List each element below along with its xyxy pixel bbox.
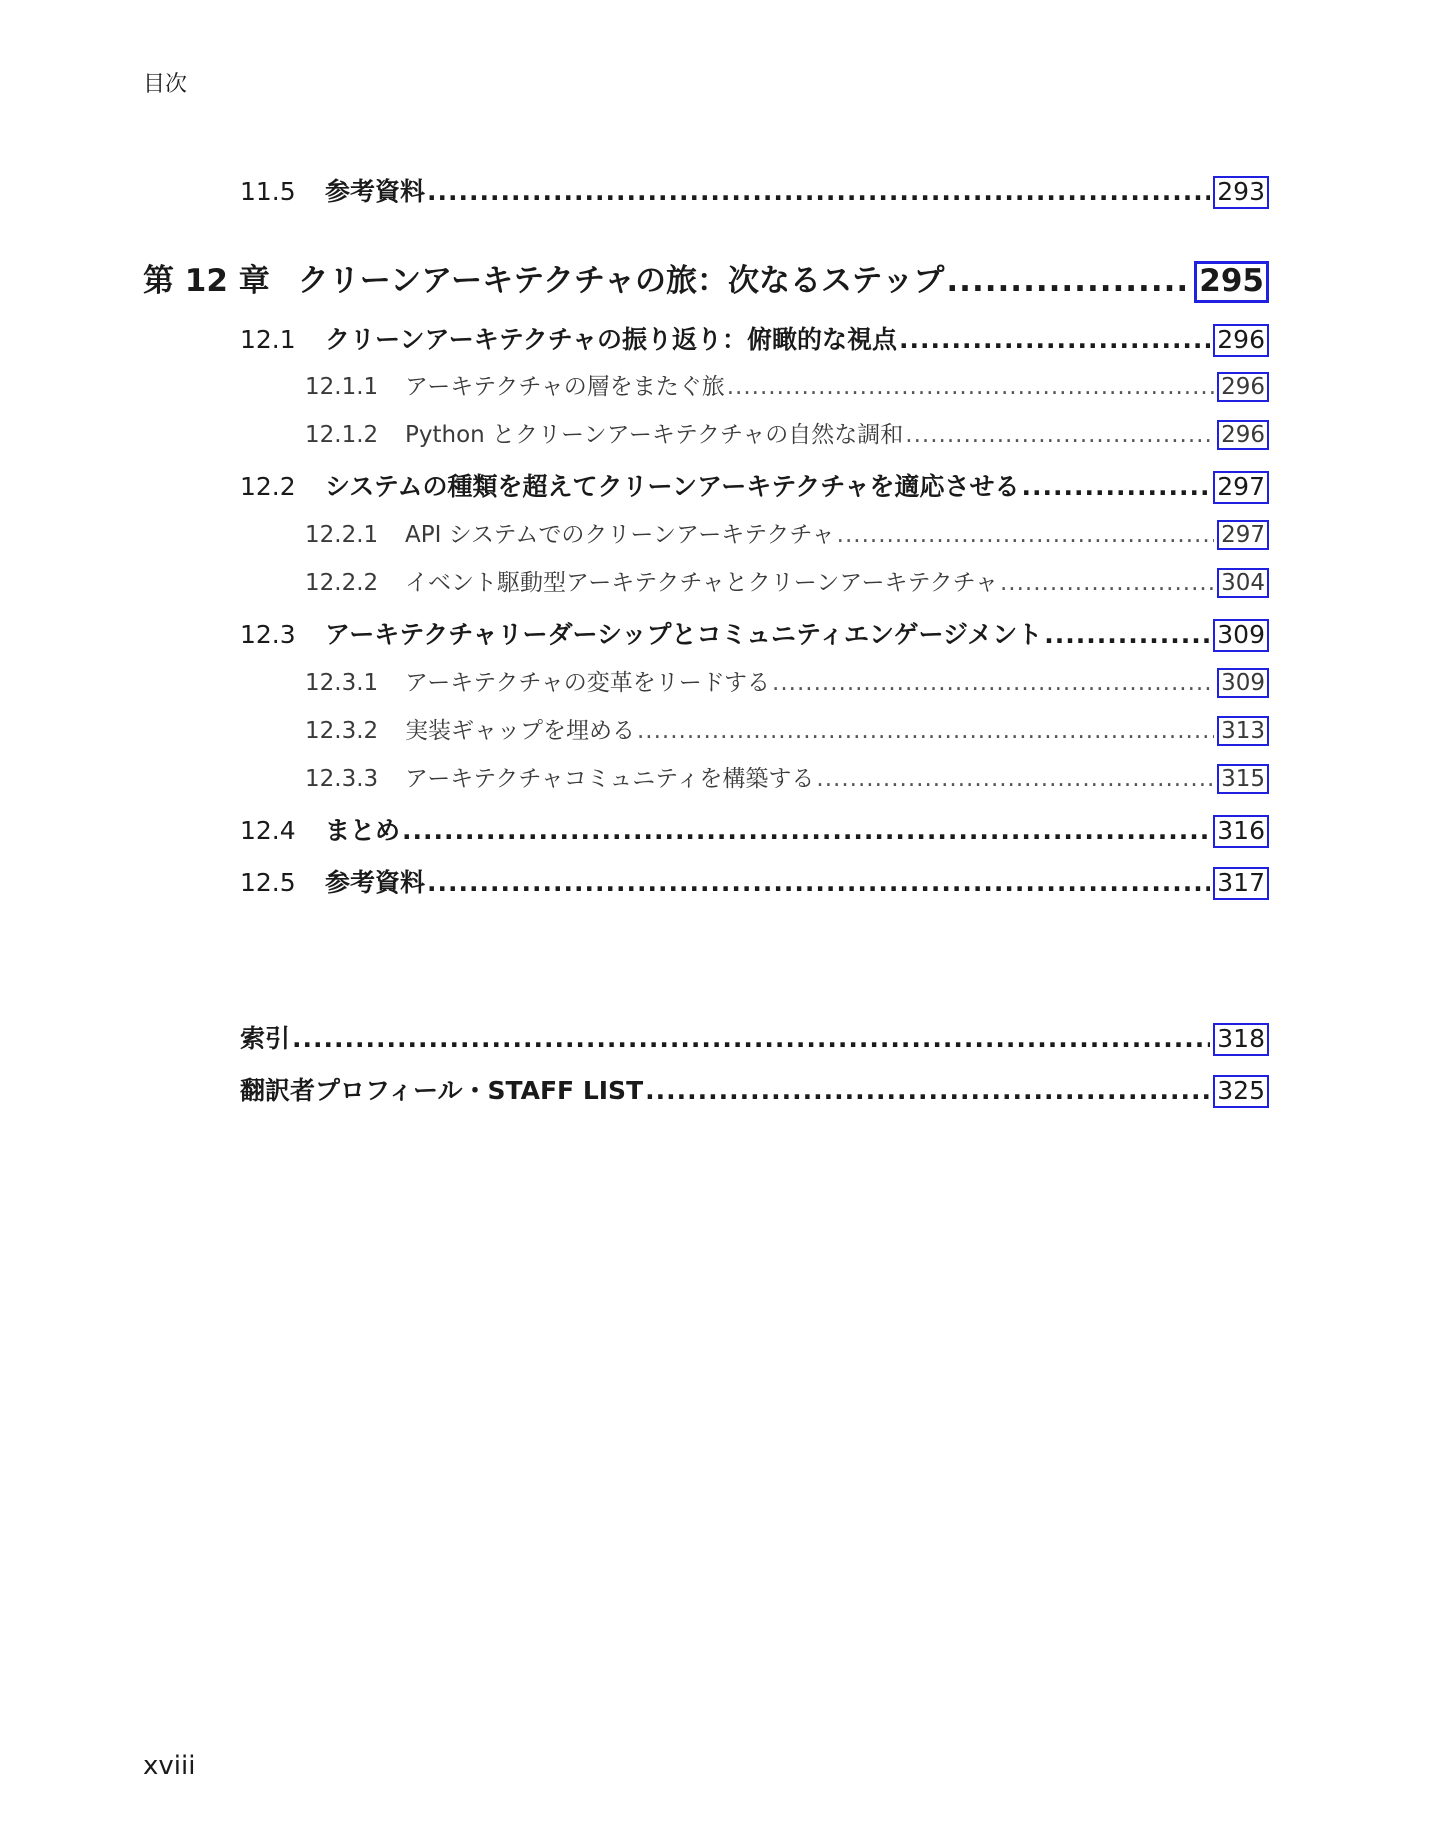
dot-leader (946, 263, 1191, 299)
running-head: 目次 (143, 72, 188, 97)
dot-leader (1022, 472, 1211, 501)
toc-entry-12-1[interactable] (240, 320, 1269, 357)
toc-entry-title: 翻訳者プロフィール・STAFF LIST (240, 1076, 644, 1105)
page-link[interactable]: 295 (1194, 261, 1269, 303)
dot-leader (727, 374, 1214, 400)
toc-entry-title: アーキテクチャコミュニティを構築する (405, 766, 815, 792)
toc-chapter-number: 第 12 章 (143, 263, 270, 299)
page-link[interactable]: 309 (1213, 619, 1269, 652)
page-link[interactable]: 315 (1217, 764, 1269, 794)
toc-chapter-title: クリーンアーキテクチャの旅：次なるステップ (297, 263, 945, 299)
toc-entry-title: 参考資料 (325, 177, 426, 206)
toc-entry-number: 12.3.3 (305, 766, 379, 792)
toc-entry-number: 11.5 (240, 177, 296, 206)
toc-entry-number: 12.1.2 (305, 422, 379, 448)
page-link[interactable]: 316 (1213, 815, 1269, 848)
toc-entry-12-4[interactable] (240, 811, 1269, 848)
toc-entry-title: API システムでのクリーンアーキテクチャ (405, 522, 835, 548)
toc-entry-number: 12.5 (240, 868, 296, 897)
dot-leader (1044, 620, 1210, 649)
toc-entry-number: 12.3 (240, 620, 296, 649)
page-link[interactable]: 296 (1213, 324, 1269, 357)
toc-entry-12-2[interactable] (240, 467, 1269, 504)
dot-leader (837, 522, 1214, 548)
page-link[interactable]: 304 (1217, 568, 1269, 598)
toc-entry-12-3-1[interactable] (305, 664, 1269, 698)
page-link[interactable]: 293 (1213, 176, 1269, 209)
toc-entry-title: まとめ (325, 816, 401, 845)
toc-entry-number: 12.1.1 (305, 374, 379, 400)
toc-entry-12-2-1[interactable] (305, 516, 1269, 550)
toc-entry-title: 実装ギャップを埋める (405, 718, 635, 744)
page-number: xviii (143, 1751, 196, 1781)
dot-leader (402, 816, 1210, 845)
dot-leader (772, 670, 1214, 696)
dot-leader (427, 177, 1210, 206)
page-link[interactable]: 297 (1213, 471, 1269, 504)
toc-entry-number: 12.2 (240, 472, 296, 501)
toc-entry-number: 12.2.1 (305, 522, 379, 548)
page-link[interactable]: 297 (1217, 520, 1269, 550)
toc-entry-title: アーキテクチャの変革をリードする (405, 670, 771, 696)
toc-entry-title: イベント駆動型アーキテクチャとクリーンアーキテクチャ (405, 570, 998, 596)
toc-entry-title: 参考資料 (325, 868, 426, 897)
dot-leader (899, 325, 1210, 354)
dot-leader (645, 1076, 1210, 1105)
toc-entry-12-3[interactable] (240, 615, 1269, 652)
dot-leader (637, 718, 1214, 744)
toc-entry-12-3-3[interactable] (305, 760, 1269, 794)
toc-entry-11-5[interactable] (240, 172, 1269, 209)
toc-entry-title: システムの種類を超えてクリーンアーキテクチャを適応させる (325, 472, 1020, 501)
toc-entry-title: アーキテクチャの層をまたぐ旅 (405, 374, 725, 400)
toc-entry-title: 索引 (240, 1024, 291, 1053)
page-link[interactable]: 296 (1217, 372, 1269, 402)
toc-entry-number: 12.4 (240, 816, 296, 845)
toc-entry-translator-profile[interactable] (240, 1071, 1269, 1108)
toc-entry-12-2-2[interactable] (305, 564, 1269, 598)
toc-entry-number: 12.3.2 (305, 718, 379, 744)
page-link[interactable]: 313 (1217, 716, 1269, 746)
toc-entry-12-1-1[interactable] (305, 368, 1269, 402)
toc-entry-12-5[interactable] (240, 863, 1269, 900)
toc-entry-12-1-2[interactable] (305, 416, 1269, 450)
page-link[interactable]: 296 (1217, 420, 1269, 450)
page-link[interactable]: 309 (1217, 668, 1269, 698)
dot-leader (905, 422, 1214, 448)
page-link[interactable]: 317 (1213, 867, 1269, 900)
dot-leader (427, 868, 1210, 897)
toc-entry-number: 12.2.2 (305, 570, 379, 596)
toc-entry-12-3-2[interactable] (305, 712, 1269, 746)
dot-leader (816, 766, 1214, 792)
toc-entry-title: アーキテクチャリーダーシップとコミュニティエンゲージメント (325, 620, 1043, 649)
page-link[interactable]: 318 (1213, 1023, 1269, 1056)
toc-chapter-12[interactable] (143, 255, 1269, 303)
toc-entry-title: Python とクリーンアーキテクチャの自然な調和 (405, 422, 904, 448)
toc-entry-index[interactable] (240, 1019, 1269, 1056)
dot-leader (292, 1024, 1210, 1053)
dot-leader (1000, 570, 1214, 596)
toc-entry-number: 12.3.1 (305, 670, 379, 696)
toc-entry-number: 12.1 (240, 325, 296, 354)
toc-entry-title: クリーンアーキテクチャの振り返り：俯瞰的な視点 (325, 325, 898, 354)
page-link[interactable]: 325 (1213, 1075, 1269, 1108)
